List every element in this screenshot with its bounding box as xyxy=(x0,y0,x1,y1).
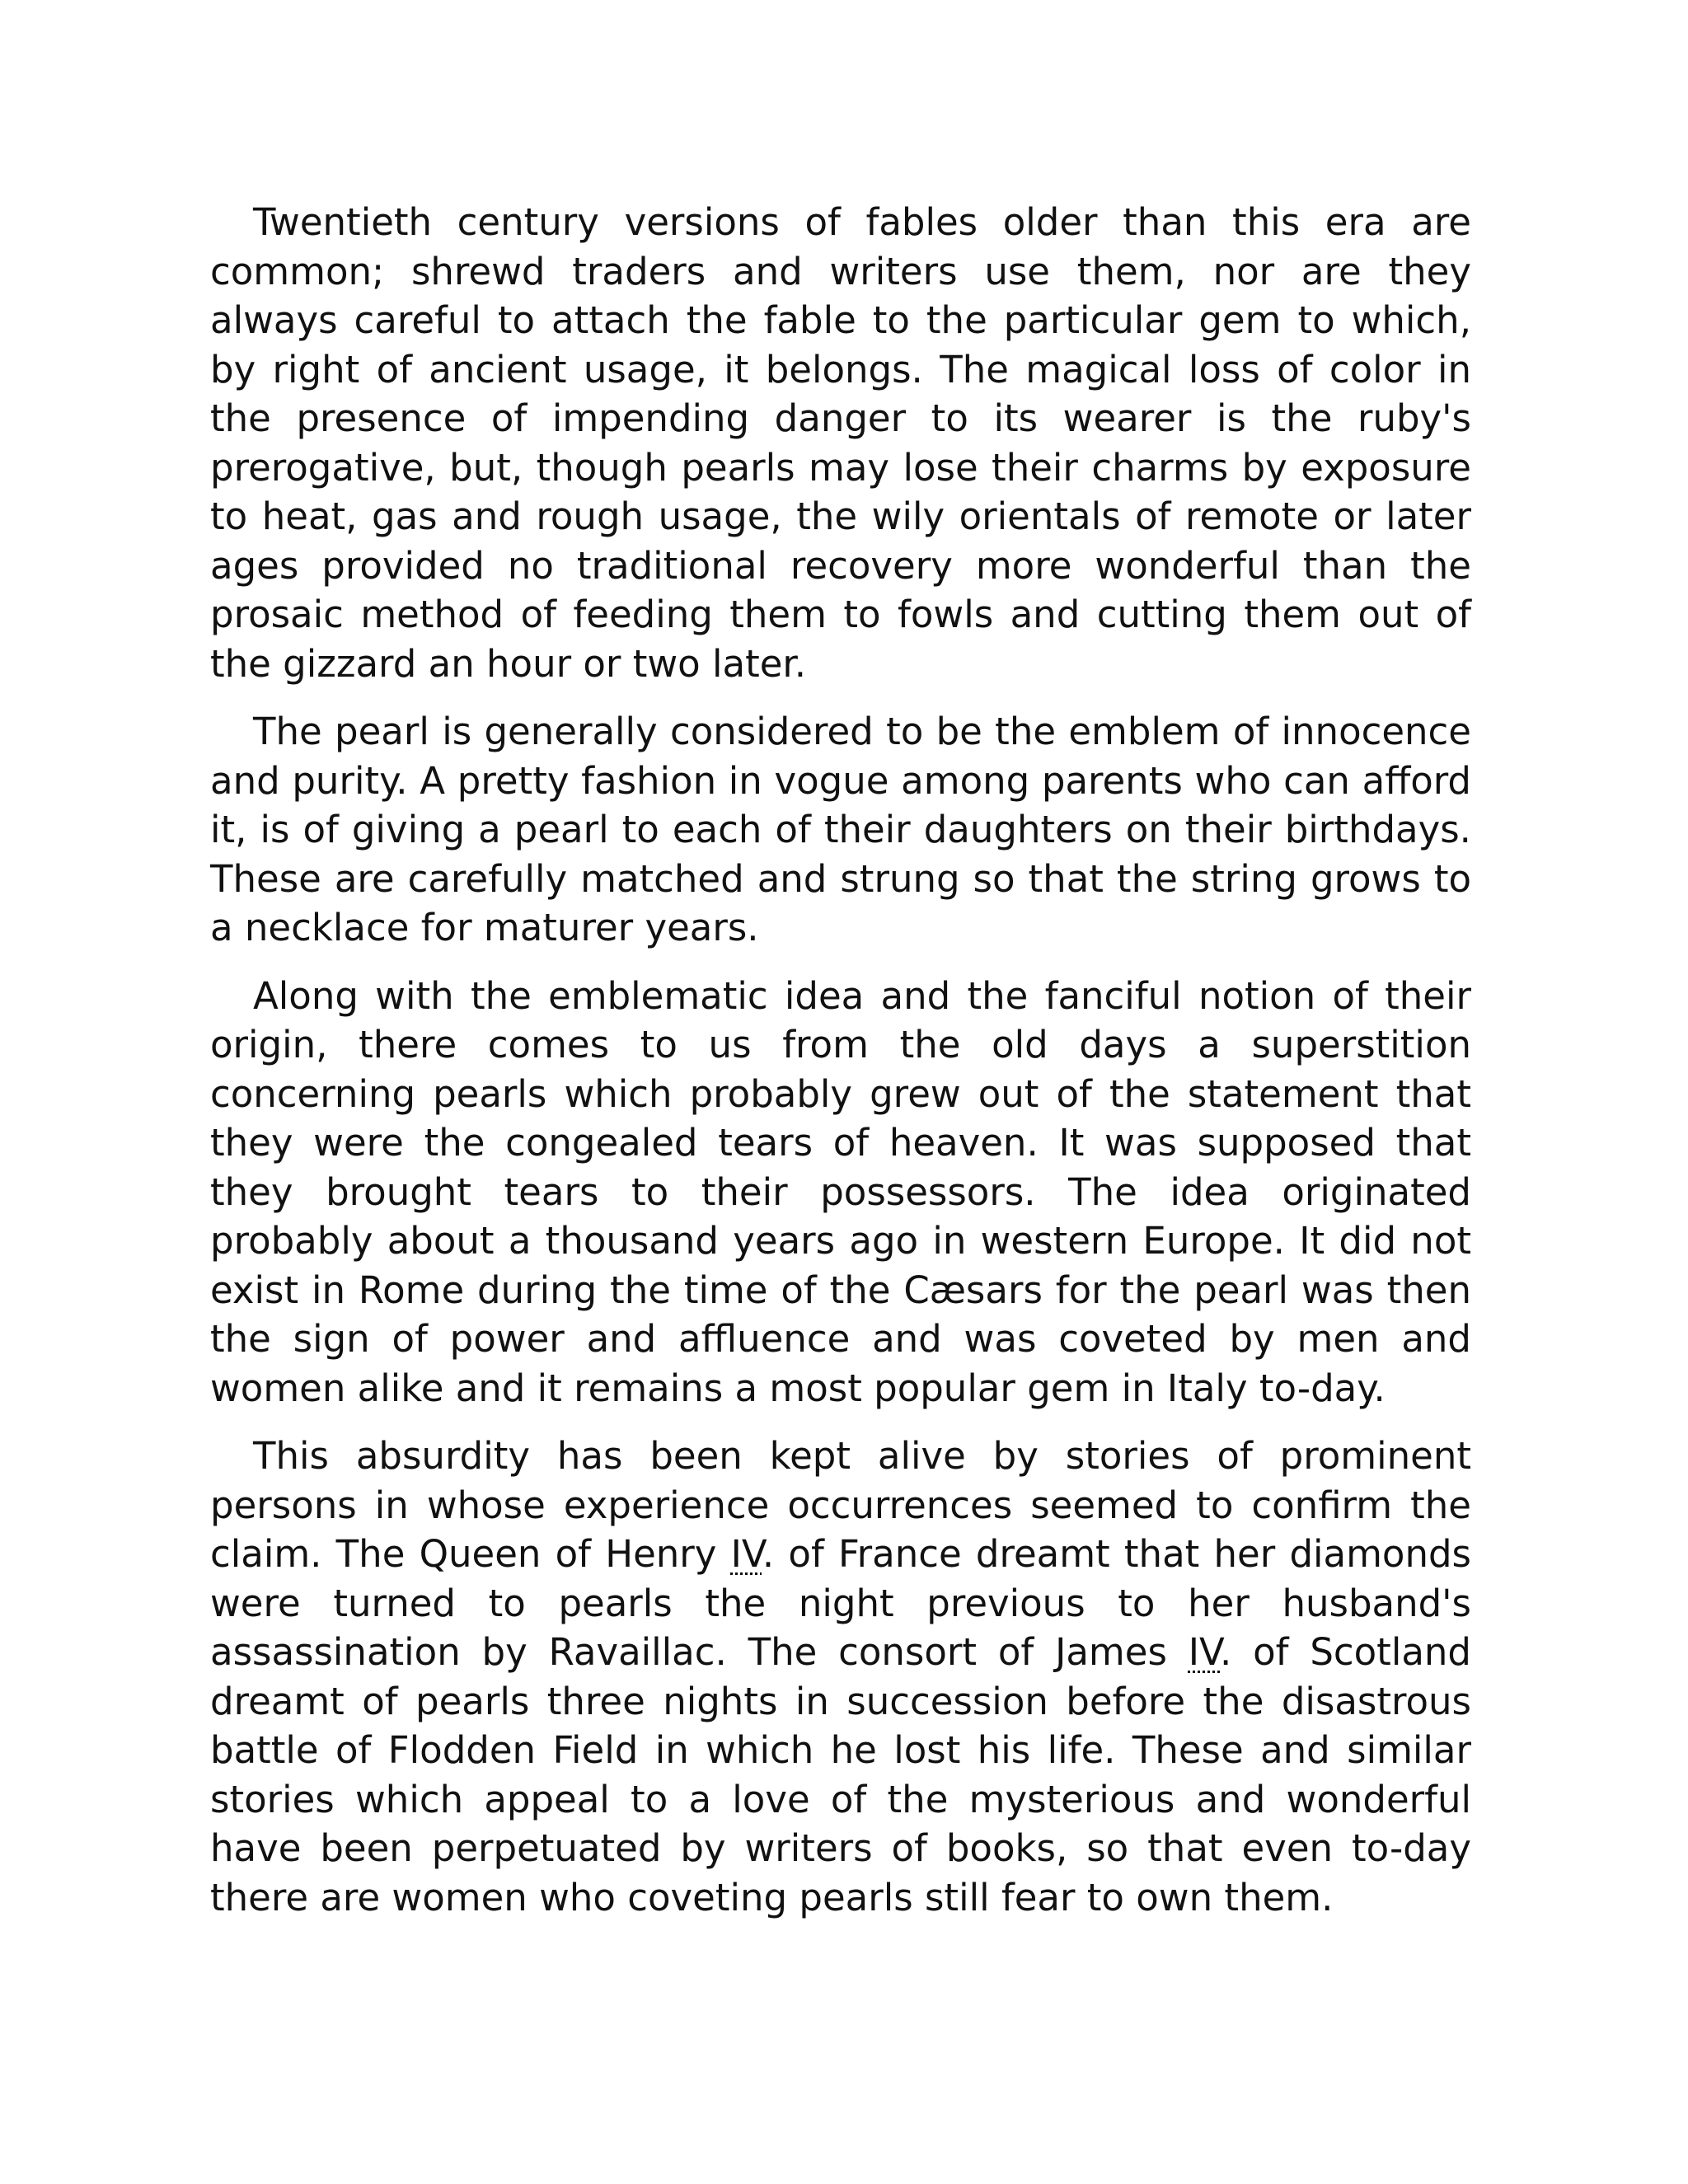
paragraph-pearl-emblem: The pearl is generally considered to be the emblem of innocence and purity. A pretty fashion in vogue among parents who can afford it, is of giving a pearl to each of their daughters on their birthdays. These are carefully matched and strung so that the string grows to a necklace for maturer years. xyxy=(210,710,1471,949)
paragraph-absurdity-text-3: . of Scotland dreamt of pearls three nights in succession before the disastrous battle of Flodden Field in which he lost his life. These and similar stories which appeal to a love of the mysterious and wonderful have been perpetuated by writers of books, so that even to-day there are women who coveting pearls still fear to own them. xyxy=(210,1630,1471,1919)
paragraph-absurdity-text-1: This absurdity has been kept alive by stories of prominent persons in whose experience occurrences seemed to confirm the claim. The Queen of Henry xyxy=(210,1434,1471,1576)
abbreviation-henry-iv: IV xyxy=(730,1532,762,1576)
paragraph-superstition: Along with the emblematic idea and the fanciful notion of their origin, there comes to us from the old days a superstition concerning pearls which probably grew out of the statement that they were the congealed tears of heaven. It was supposed that they brought tears to their possessors. The idea originated probably about a thousand years ago in western Europe. It did not exist in Rome during the time of the Cæsars for the pearl was then the sign of power and affluence and was coveted by men and women alike and it remains a most popular gem in Italy to-day. xyxy=(210,973,1471,1410)
paragraph-fables: Twentieth century versions of fables older than this era are common; shrewd traders and writers use them, nor are they always careful to attach the fable to the particular gem to which, by right of ancient usage, it belongs. The magical loss of color in the presence of impending danger to its wearer is the ruby's prerogative, but, though pearls may lose their charms by exposure to heat, gas and rough usage, the wily orientals of remote or later ages provided no traditional recovery more wonderful than the prosaic method of feeding them to fowls and cutting them out of the gizzard an hour or two later. xyxy=(210,200,1471,686)
paragraph-absurdity-text-2: . of France dreamt that her diamonds were turned to pearls the night previous to her husband's assassination by Ravaillac. The consort of James xyxy=(210,1532,1471,1674)
paragraph-absurdity xyxy=(210,1432,1471,1922)
abbreviation-james-iv: IV xyxy=(1188,1630,1220,1674)
page-body xyxy=(210,198,1471,1941)
